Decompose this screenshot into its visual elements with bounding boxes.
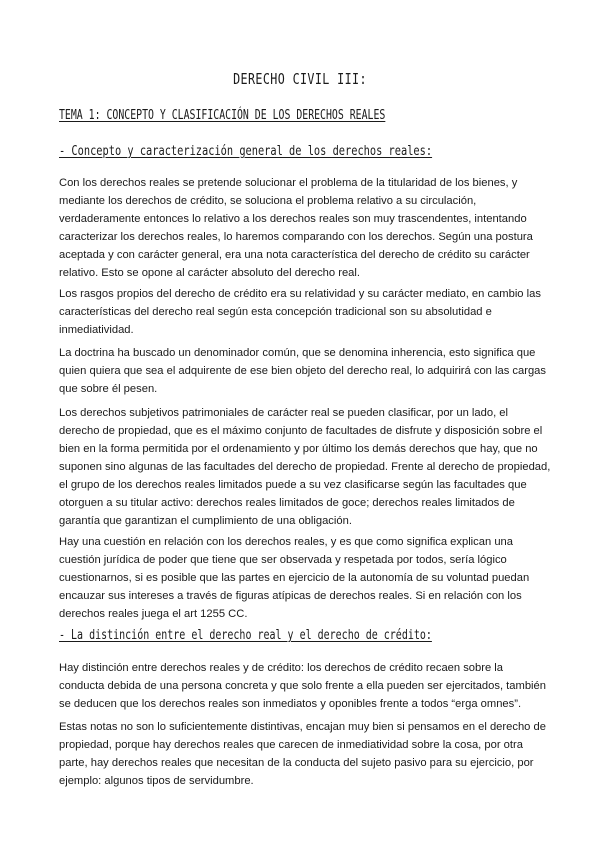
paragraph: La doctrina ha buscado un denominador común, que se denomina inherencia, esto significa que quien quiera que sea el adquirente de ese bien objeto del derecho real, lo adquirirá con las cargas que sobre él pesen. [59,347,546,395]
paragraph: Estas notas no son lo suficientemente distintivas, encajan muy bien si pensamos en el derecho de propiedad, porque hay derechos reales que carecen de inmediatividad sobre la cosa, por otra parte, hay derechos reales que necesitan de la conducta del sujeto pasivo para su ejercicio, por ejemplo: algunos tipos de servidumbre. [59,721,546,787]
paragraph: Hay una cuestión en relación con los derechos reales, y es que como significa explican una cuestión jurídica de poder que tiene que ser observada y respetada por todos, sería lógico cuestionarnos, si es posible que las partes en ejercicio de la autonomía de su voluntad puedan encauzar sus intereses a través de figuras atípicas de derechos reales. Si en relación con los derechos reales juega el art 1255 CC. [59,536,530,620]
section-heading-concepto: - Concepto y caracterización general de los derechos reales: [59,143,433,159]
paragraph: Los derechos subjetivos patrimoniales de carácter real se pueden clasificar, por un lado, el derecho de propiedad, que es el máximo conjunto de facultades de disfrute y disposición sobre el bien en la forma permitida por el ordenamiento y por último los demás derechos que hay, que no suponen sino algunas de las facultades del derecho de propiedad. Frente al derecho de propiedad, el grupo de los derechos reales limitados puede a su vez clasificarse según las facultades que otorguen a su titular activo: derechos reales limitados de goce; derechos reales limitados de garantía que garantizan el cumplimiento de una obligación. [59,407,551,527]
paragraph: Los rasgos propios del derecho de crédito era su relatividad y su carácter mediato, en cambio las características del derecho real según esta concepción tradicional son su absolutidad e inmediatividad. [59,288,541,336]
document-title: DERECHO CIVIL III: [233,70,367,88]
paragraph: Con los derechos reales se pretende solucionar el problema de la titularidad de los bienes, y mediante los derechos de crédito, se soluciona el problema relativo a su circulación, verdaderamente entonces lo relativo a los derechos reales son muy trascendentes, intentando caracterizar los derechos reales, lo haremos comparando con los derechos. Según una postura aceptada y con carácter general, era una nota característica del derecho de crédito su carácter relativo. Esto se opone al carácter absoluto del derecho real. [59,177,533,279]
section-heading-distincion: - La distinción entre el derecho real y el derecho de crédito: [59,627,432,643]
tema-heading: TEMA 1: CONCEPTO Y CLASIFICACIÓN DE LOS DERECHOS REALES [59,107,386,123]
paragraph: Hay distinción entre derechos reales y de crédito: los derechos de crédito recaen sobre la conducta debida de una persona concreta y que solo frente a ella pueden ser ejercitados, también se deducen que los derechos reales son inmediatos y oponibles frente a todos “erga omnes”. [59,662,546,710]
